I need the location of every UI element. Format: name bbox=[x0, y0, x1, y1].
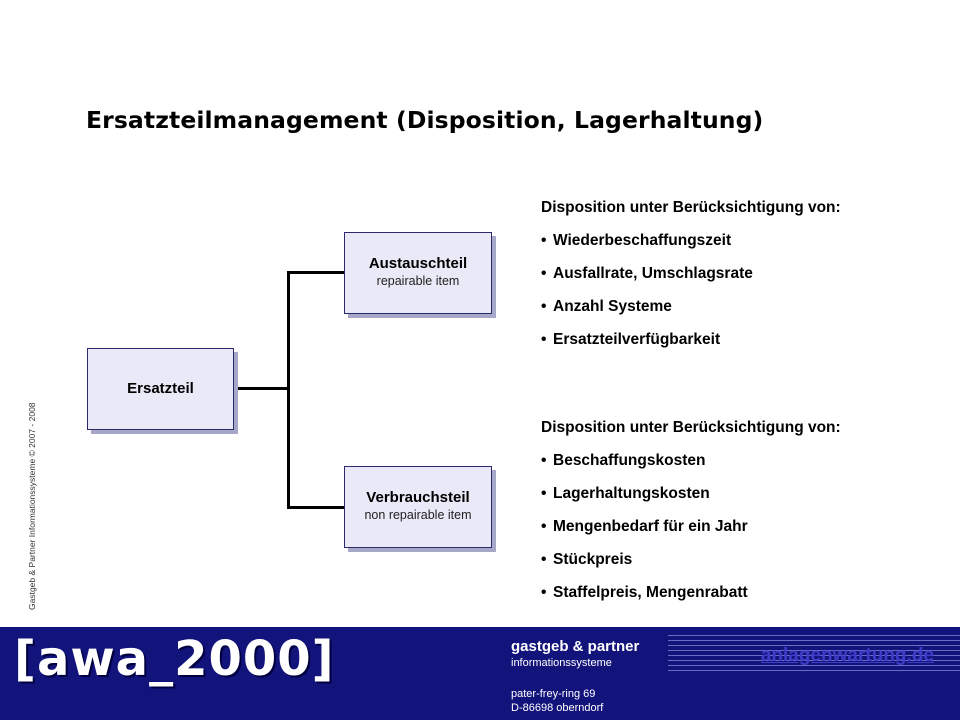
list-item: • Ersatzteilverfügbarkeit bbox=[541, 331, 721, 348]
list-item: • Beschaffungskosten bbox=[541, 452, 706, 469]
list-item: • Mengenbedarf für ein Jahr bbox=[541, 518, 748, 535]
brand-logo: [awa_2000] bbox=[14, 631, 335, 687]
node-ersatzteil bbox=[87, 348, 234, 430]
company-name: gastgeb & partner bbox=[511, 638, 640, 655]
panel-austauschteil-criteria bbox=[541, 198, 841, 363]
node-verbrauchsteil bbox=[344, 466, 492, 548]
panel-heading: Disposition unter Berücksichtigung von: bbox=[541, 199, 841, 216]
node-austauschteil bbox=[344, 232, 492, 314]
node-verbrauchsteil-sublabel: non repairable item bbox=[364, 508, 472, 522]
address-street: pater-frey-ring 69 bbox=[511, 688, 596, 700]
copyright-notice: Gastgeb & Partner Informationssysteme © 2007 - 2008 bbox=[27, 402, 37, 610]
connector-vertical bbox=[287, 271, 290, 509]
connector-bottom-horizontal bbox=[287, 506, 345, 509]
connector-top-horizontal bbox=[287, 271, 345, 274]
website-link[interactable]: anlagenwartung.de bbox=[760, 645, 934, 666]
panel-heading: Disposition unter Berücksichtigung von: bbox=[541, 419, 841, 436]
company-description: informationssysteme bbox=[511, 657, 612, 669]
page-title: Ersatzteilmanagement (Disposition, Lagerhaltung) bbox=[86, 106, 764, 134]
list-item: • Lagerhaltungskosten bbox=[541, 485, 710, 502]
node-austauschteil-label: Austauschteil bbox=[368, 255, 468, 272]
address-city: D-86698 oberndorf bbox=[511, 702, 604, 714]
footer-bar bbox=[0, 627, 960, 720]
list-item: • Anzahl Systeme bbox=[541, 298, 672, 315]
node-ersatzteil-label: Ersatzteil bbox=[127, 380, 194, 397]
list-item: • Wiederbeschaffungszeit bbox=[541, 232, 732, 249]
list-item: • Staffelpreis, Mengenrabatt bbox=[541, 584, 748, 601]
company-address bbox=[511, 687, 639, 715]
panel-verbrauchsteil-criteria bbox=[541, 418, 841, 616]
company-info bbox=[511, 638, 639, 715]
list-item: • Ausfallrate, Umschlagsrate bbox=[541, 265, 753, 282]
node-verbrauchsteil-label: Verbrauchsteil bbox=[366, 489, 470, 506]
connector-root-horizontal bbox=[234, 387, 289, 390]
node-austauschteil-sublabel: repairable item bbox=[376, 274, 460, 288]
list-item: • Stückpreis bbox=[541, 551, 633, 568]
